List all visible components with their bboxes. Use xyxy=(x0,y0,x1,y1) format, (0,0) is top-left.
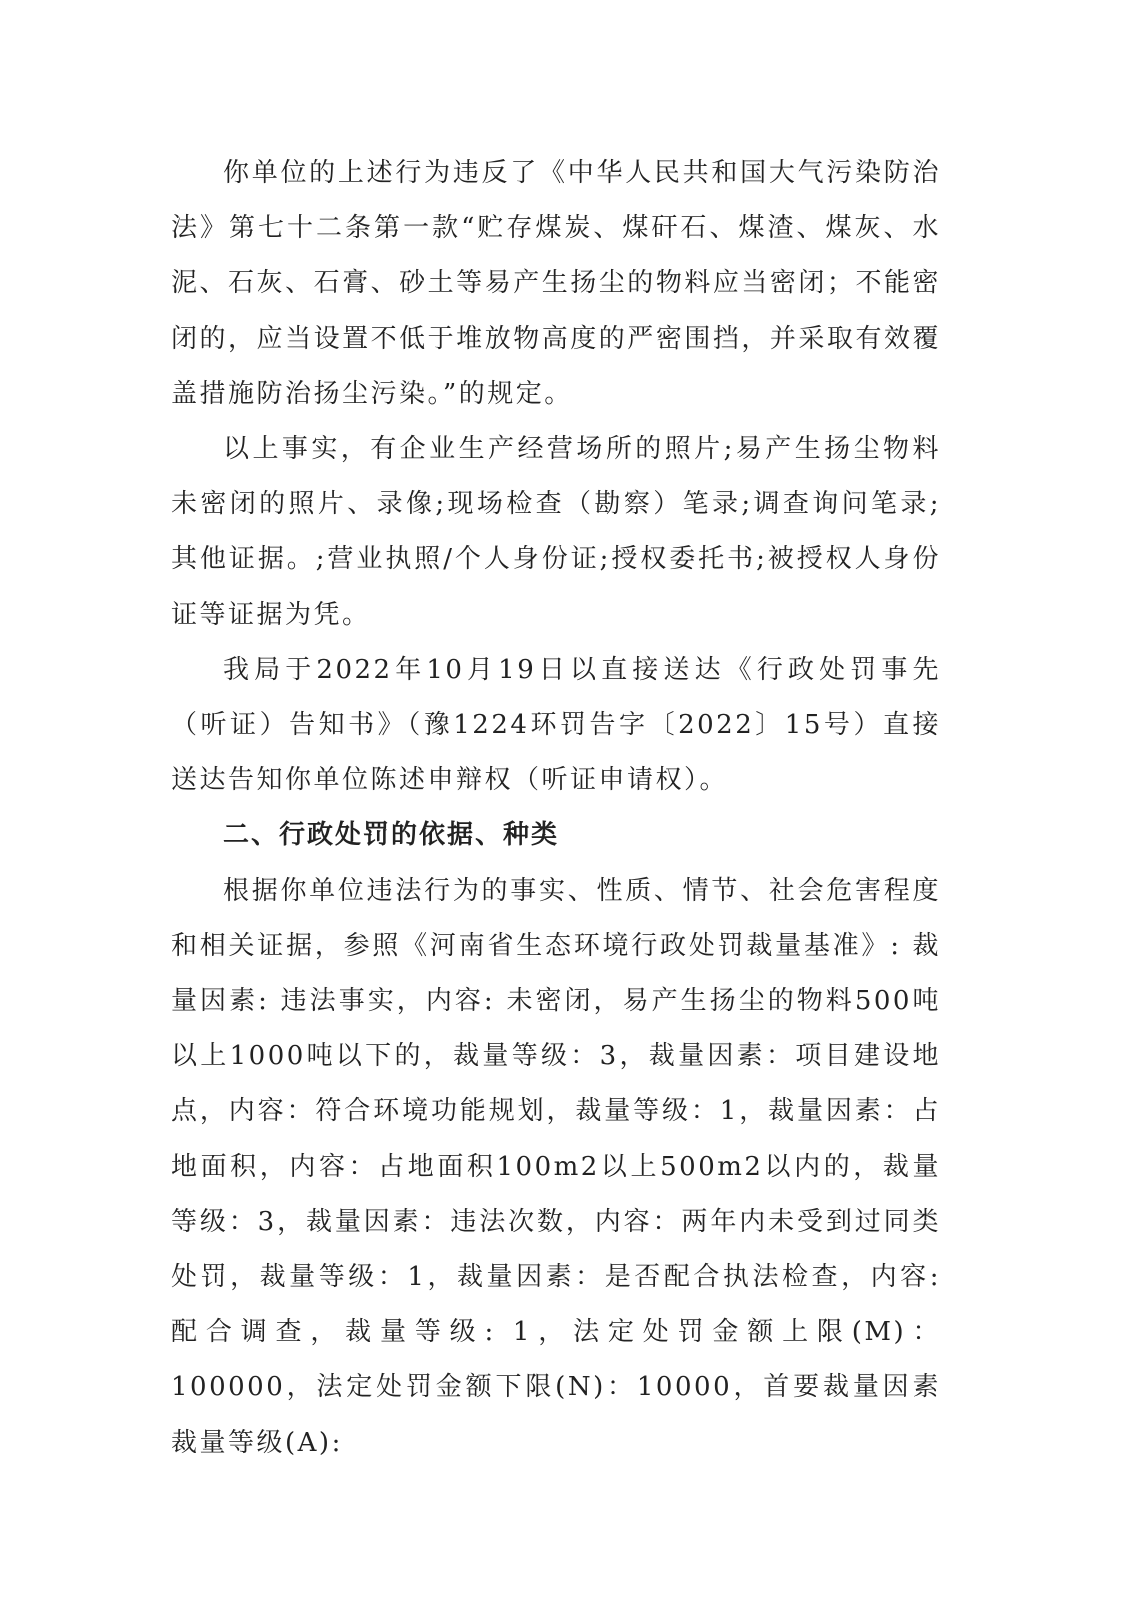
section-heading: 二、行政处罚的依据、种类 xyxy=(223,820,560,851)
violation-paragraph: 你单位的上述行为违反了《中华人民共和国大气污染防治法》第七十二条第一款“贮存煤炭、煤矸石、煤渣、煤灰、水泥、石灰、石膏、砂土等易产生扬尘的物料应当密闭；不能密闭的，应当设置不低于堆放物高度的严密围挡，并采取有效覆盖措施防治扬尘污染。”的规定。 xyxy=(171,158,941,409)
notification-paragraph: 我局于2022年10月19日以直接送达《行政处罚事先（听证）告知书》（豫1224环罚告字〔2022〕15号）直接送达告知你单位陈述申辩权（听证申请权）。 xyxy=(171,654,941,796)
document-body xyxy=(171,146,941,1471)
discretion-paragraph: 根据你单位违法行为的事实、性质、情节、社会危害程度和相关证据，参照《河南省生态环境行政处罚裁量基准》: 裁量因素: 违法事实，内容: 未密闭，易产生扬尘的物料500吨以上1000吨以下的，裁量等级：3，裁量因素：项目建设地点，内容：符合环境功能规划，裁量等级：1，裁量因素：占地面积，内容：占地面积100m2以上500m2以内的，裁量等级：3，裁量因素：违法次数，内容：两年内未受到过同类处罚，裁量等级：1，裁量因素：是否配合执法检查，内容: 配合调查，裁量等级: 1，法定处罚金额上限(M)：100000，法定处罚金额下限(N)：10000，首要裁量因素裁量等级(A): xyxy=(171,875,941,1458)
evidence-paragraph: 以上事实，有企业生产经营场所的照片;易产生扬尘物料未密闭的照片、录像;现场检查（勘察）笔录;调查询问笔录;其他证据。;营业执照/个人身份证;授权委托书;被授权人身份证等证据为凭。 xyxy=(171,434,941,630)
